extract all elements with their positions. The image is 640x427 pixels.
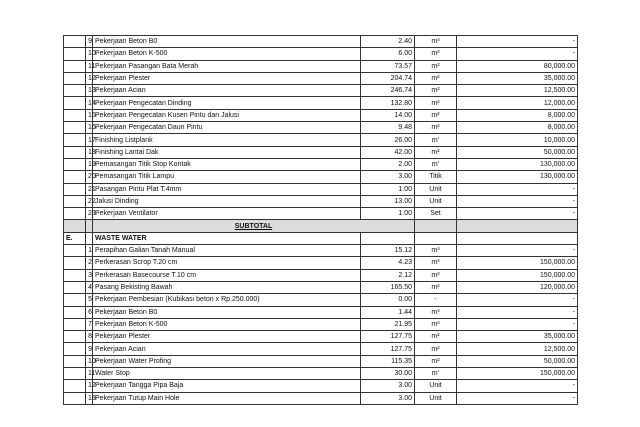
item-volume: 0.00 bbox=[361, 294, 415, 306]
section-letter-cell bbox=[64, 158, 86, 170]
table-row bbox=[64, 368, 578, 380]
item-number: 23 bbox=[86, 208, 93, 220]
table-row bbox=[64, 281, 578, 293]
item-description: Pekerjaan Pengecatan Kusen Pintu dan Jalusi bbox=[93, 109, 361, 121]
item-unit-price: - bbox=[457, 195, 578, 207]
item-volume: 2.40 bbox=[361, 36, 415, 48]
table-row bbox=[64, 36, 578, 48]
item-description: Pekerjaan Pengecatan Daun Pintu bbox=[93, 122, 361, 134]
item-number: 9 bbox=[86, 343, 93, 355]
item-description: Pasangan Pintu Plat T.4mm bbox=[93, 183, 361, 195]
section-letter-cell bbox=[64, 318, 86, 330]
item-volume: 3.00 bbox=[361, 380, 415, 392]
item-unit: m² bbox=[415, 97, 457, 109]
table-row bbox=[64, 85, 578, 97]
table-row bbox=[64, 158, 578, 170]
item-unit: m³ bbox=[415, 48, 457, 60]
subtotal-letter-cell bbox=[64, 220, 86, 232]
item-unit: m² bbox=[415, 355, 457, 367]
item-unit-price: 12,500.00 bbox=[457, 85, 578, 97]
item-description: Water Stop bbox=[93, 368, 361, 380]
item-description: Pemasangan Titik Lampu bbox=[93, 171, 361, 183]
item-unit-price: 80,000.00 bbox=[457, 60, 578, 72]
section-letter-cell bbox=[64, 392, 86, 404]
item-number: 7 bbox=[86, 318, 93, 330]
item-volume: 2.12 bbox=[361, 269, 415, 281]
table-row bbox=[64, 146, 578, 158]
item-volume: 14.00 bbox=[361, 109, 415, 121]
subtotal-value-cell bbox=[457, 220, 578, 232]
item-unit-price: - bbox=[457, 380, 578, 392]
item-description: Pekerjaan Plester bbox=[93, 331, 361, 343]
section-letter-cell bbox=[64, 355, 86, 367]
section-letter-cell bbox=[64, 134, 86, 146]
item-unit-price: 35,000.00 bbox=[457, 72, 578, 84]
subtotal-number-cell bbox=[86, 220, 93, 232]
section-letter-cell bbox=[64, 195, 86, 207]
section-price-cell bbox=[457, 232, 578, 244]
item-number: 12 bbox=[86, 72, 93, 84]
table-row bbox=[64, 171, 578, 183]
item-unit: m² bbox=[415, 72, 457, 84]
table-row bbox=[64, 318, 578, 330]
item-description: Jalusi Dinding bbox=[93, 195, 361, 207]
item-volume: 115.35 bbox=[361, 355, 415, 367]
table-row bbox=[64, 392, 578, 404]
item-number: 8 bbox=[86, 331, 93, 343]
item-number: 11 bbox=[86, 60, 93, 72]
item-unit-price: 35,000.00 bbox=[457, 331, 578, 343]
item-volume: 127.75 bbox=[361, 331, 415, 343]
item-unit-price: 12,500.00 bbox=[457, 343, 578, 355]
item-number: 21 bbox=[86, 183, 93, 195]
item-description: Pekerjaan Water Profing bbox=[93, 355, 361, 367]
section-letter-cell bbox=[64, 85, 86, 97]
item-description: Pasang Bekisting Bawah bbox=[93, 281, 361, 293]
item-number: 13 bbox=[86, 392, 93, 404]
table-row bbox=[64, 306, 578, 318]
item-unit-price: 12,000.00 bbox=[457, 97, 578, 109]
item-number: 15 bbox=[86, 109, 93, 121]
item-unit: Set bbox=[415, 208, 457, 220]
item-number: 5 bbox=[86, 294, 93, 306]
item-unit-price: 8,000.00 bbox=[457, 122, 578, 134]
item-unit: m³ bbox=[415, 318, 457, 330]
item-description: Pekerjaan Tutup Main Hole bbox=[93, 392, 361, 404]
item-description: Pekerjaan Beton K-500 bbox=[93, 48, 361, 60]
item-volume: 3.00 bbox=[361, 171, 415, 183]
item-unit: - bbox=[415, 294, 457, 306]
subtotal-unit-cell bbox=[415, 220, 457, 232]
section-letter-cell bbox=[64, 97, 86, 109]
item-volume: 21.95 bbox=[361, 318, 415, 330]
table-row bbox=[64, 331, 578, 343]
item-unit-price: 120,000.00 bbox=[457, 281, 578, 293]
section-letter-cell bbox=[64, 36, 86, 48]
item-number: 2 bbox=[86, 257, 93, 269]
item-volume: 42.00 bbox=[361, 146, 415, 158]
item-description: Pekerjaan Beton B0 bbox=[93, 36, 361, 48]
item-description: Pekerjaan Pembesian (Kubikasi beton x Rp.250.000) bbox=[93, 294, 361, 306]
item-unit: m³ bbox=[415, 269, 457, 281]
item-volume: 6.00 bbox=[361, 48, 415, 60]
table-row bbox=[64, 257, 578, 269]
item-number: 11 bbox=[86, 368, 93, 380]
item-number: 13 bbox=[86, 85, 93, 97]
item-description: Finishing Listplank bbox=[93, 134, 361, 146]
item-description: Pekerjaan Plester bbox=[93, 72, 361, 84]
table-row bbox=[64, 343, 578, 355]
section-letter-cell bbox=[64, 343, 86, 355]
item-volume: 1.00 bbox=[361, 208, 415, 220]
item-volume: 15.12 bbox=[361, 245, 415, 257]
item-description: Pekerjaan Acian bbox=[93, 85, 361, 97]
item-number: 10 bbox=[86, 48, 93, 60]
table-row bbox=[64, 183, 578, 195]
item-number: 6 bbox=[86, 306, 93, 318]
item-description: Pekerjaan Ventilator bbox=[93, 208, 361, 220]
section-unit-cell bbox=[415, 232, 457, 244]
item-volume: 127.75 bbox=[361, 343, 415, 355]
section-letter-cell bbox=[64, 146, 86, 158]
item-volume: 4.23 bbox=[361, 257, 415, 269]
item-unit-price: - bbox=[457, 294, 578, 306]
section-letter-cell bbox=[64, 281, 86, 293]
item-number: 10 bbox=[86, 355, 93, 367]
section-letter-cell bbox=[64, 48, 86, 60]
item-description: Pekerjaan Pasangan Bata Merah bbox=[93, 60, 361, 72]
item-description: Pekerjaan Acian bbox=[93, 343, 361, 355]
item-description: Perapihan Galian Tanah Manual bbox=[93, 245, 361, 257]
item-unit-price: - bbox=[457, 392, 578, 404]
item-unit-price: - bbox=[457, 36, 578, 48]
table-row bbox=[64, 60, 578, 72]
item-volume: 1.00 bbox=[361, 183, 415, 195]
item-volume: 132.80 bbox=[361, 97, 415, 109]
section-letter-cell bbox=[64, 208, 86, 220]
item-description: Pekerjaan Beton B0 bbox=[93, 306, 361, 318]
table-row bbox=[64, 48, 578, 60]
item-description: Pekerjaan Pengecatan Dinding bbox=[93, 97, 361, 109]
item-unit: Unit bbox=[415, 183, 457, 195]
item-unit-price: 50,000.00 bbox=[457, 146, 578, 158]
item-unit-price: - bbox=[457, 208, 578, 220]
item-unit-price: - bbox=[457, 245, 578, 257]
item-unit: m³ bbox=[415, 36, 457, 48]
table-row bbox=[64, 355, 578, 367]
item-unit-price: 10,000.00 bbox=[457, 134, 578, 146]
section-letter-cell bbox=[64, 368, 86, 380]
subtotal-label: SUBTOTAL bbox=[93, 220, 415, 232]
section-letter-cell bbox=[64, 331, 86, 343]
table-row bbox=[64, 97, 578, 109]
item-number: 9 bbox=[86, 36, 93, 48]
section-letter-cell bbox=[64, 245, 86, 257]
table-row bbox=[64, 269, 578, 281]
item-volume: 165.50 bbox=[361, 281, 415, 293]
item-unit: Unit bbox=[415, 195, 457, 207]
section-letter: E. bbox=[64, 232, 86, 244]
item-description: Perkerasan Scrop T.20 cm bbox=[93, 257, 361, 269]
item-number: 16 bbox=[86, 122, 93, 134]
item-description: Pekerjaan Beton K-500 bbox=[93, 318, 361, 330]
subtotal-row bbox=[64, 220, 578, 232]
item-unit-price: 150,000.00 bbox=[457, 368, 578, 380]
table-row bbox=[64, 294, 578, 306]
item-volume: 246.74 bbox=[361, 85, 415, 97]
item-unit-price: 8,000.00 bbox=[457, 109, 578, 121]
item-unit: m² bbox=[415, 281, 457, 293]
item-unit: m' bbox=[415, 134, 457, 146]
section-letter-cell bbox=[64, 72, 86, 84]
item-volume: 26.00 bbox=[361, 134, 415, 146]
table-row bbox=[64, 109, 578, 121]
item-unit: m² bbox=[415, 343, 457, 355]
item-volume: 3.00 bbox=[361, 392, 415, 404]
item-volume: 1.44 bbox=[361, 306, 415, 318]
item-unit: m² bbox=[415, 331, 457, 343]
section-letter-cell bbox=[64, 171, 86, 183]
table-row bbox=[64, 122, 578, 134]
item-unit-price: 130,000.00 bbox=[457, 158, 578, 170]
item-unit-price: 50,000.00 bbox=[457, 355, 578, 367]
item-volume: 30.00 bbox=[361, 368, 415, 380]
table-row bbox=[64, 134, 578, 146]
item-number: 14 bbox=[86, 97, 93, 109]
item-number: 19 bbox=[86, 158, 93, 170]
item-unit: m² bbox=[415, 109, 457, 121]
item-description: Perkerasan Basecourse T.10 cm bbox=[93, 269, 361, 281]
item-volume: 2.00 bbox=[361, 158, 415, 170]
item-volume: 13.00 bbox=[361, 195, 415, 207]
section-letter-cell bbox=[64, 122, 86, 134]
item-unit: Unit bbox=[415, 380, 457, 392]
item-unit-price: 130,000.00 bbox=[457, 171, 578, 183]
item-unit: m³ bbox=[415, 245, 457, 257]
section-letter-cell bbox=[64, 269, 86, 281]
table-row bbox=[64, 208, 578, 220]
table-row bbox=[64, 245, 578, 257]
item-unit: m' bbox=[415, 158, 457, 170]
section-letter-cell bbox=[64, 109, 86, 121]
item-number: 20 bbox=[86, 171, 93, 183]
item-number: 4 bbox=[86, 281, 93, 293]
section-letter-cell bbox=[64, 380, 86, 392]
item-unit: m' bbox=[415, 368, 457, 380]
item-unit: m² bbox=[415, 146, 457, 158]
item-unit-price: 150,000.00 bbox=[457, 269, 578, 281]
item-unit: Unit bbox=[415, 392, 457, 404]
table-row bbox=[64, 72, 578, 84]
item-volume: 204.74 bbox=[361, 72, 415, 84]
cost-estimate-table bbox=[63, 35, 578, 405]
item-unit-price: - bbox=[457, 306, 578, 318]
item-unit-price: - bbox=[457, 48, 578, 60]
table-row bbox=[64, 195, 578, 207]
item-unit: m² bbox=[415, 122, 457, 134]
item-number: 18 bbox=[86, 146, 93, 158]
section-letter-cell bbox=[64, 60, 86, 72]
item-number: 3 bbox=[86, 269, 93, 281]
item-unit: Titik bbox=[415, 171, 457, 183]
item-description: Pemasangan Titik Stop Kontak bbox=[93, 158, 361, 170]
section-volume-cell bbox=[361, 232, 415, 244]
item-description: Pekerjaan Tangga Pipa Baja bbox=[93, 380, 361, 392]
item-number: 22 bbox=[86, 195, 93, 207]
item-unit: m³ bbox=[415, 257, 457, 269]
item-unit-price: - bbox=[457, 318, 578, 330]
item-unit: m³ bbox=[415, 306, 457, 318]
item-number: 12 bbox=[86, 380, 93, 392]
item-volume: 9.48 bbox=[361, 122, 415, 134]
item-unit-price: 150,000.00 bbox=[457, 257, 578, 269]
item-volume: 73.57 bbox=[361, 60, 415, 72]
item-unit-price: - bbox=[457, 183, 578, 195]
item-number: 1 bbox=[86, 245, 93, 257]
item-unit: m² bbox=[415, 85, 457, 97]
table-row bbox=[64, 380, 578, 392]
section-letter-cell bbox=[64, 257, 86, 269]
section-letter-cell bbox=[64, 183, 86, 195]
item-number: 17 bbox=[86, 134, 93, 146]
section-number-cell bbox=[86, 232, 93, 244]
section-letter-cell bbox=[64, 294, 86, 306]
section-header-row bbox=[64, 232, 578, 244]
section-title: WASTE WATER bbox=[93, 232, 361, 244]
item-unit: m² bbox=[415, 60, 457, 72]
section-letter-cell bbox=[64, 306, 86, 318]
item-description: Finishing Lantai Dak bbox=[93, 146, 361, 158]
